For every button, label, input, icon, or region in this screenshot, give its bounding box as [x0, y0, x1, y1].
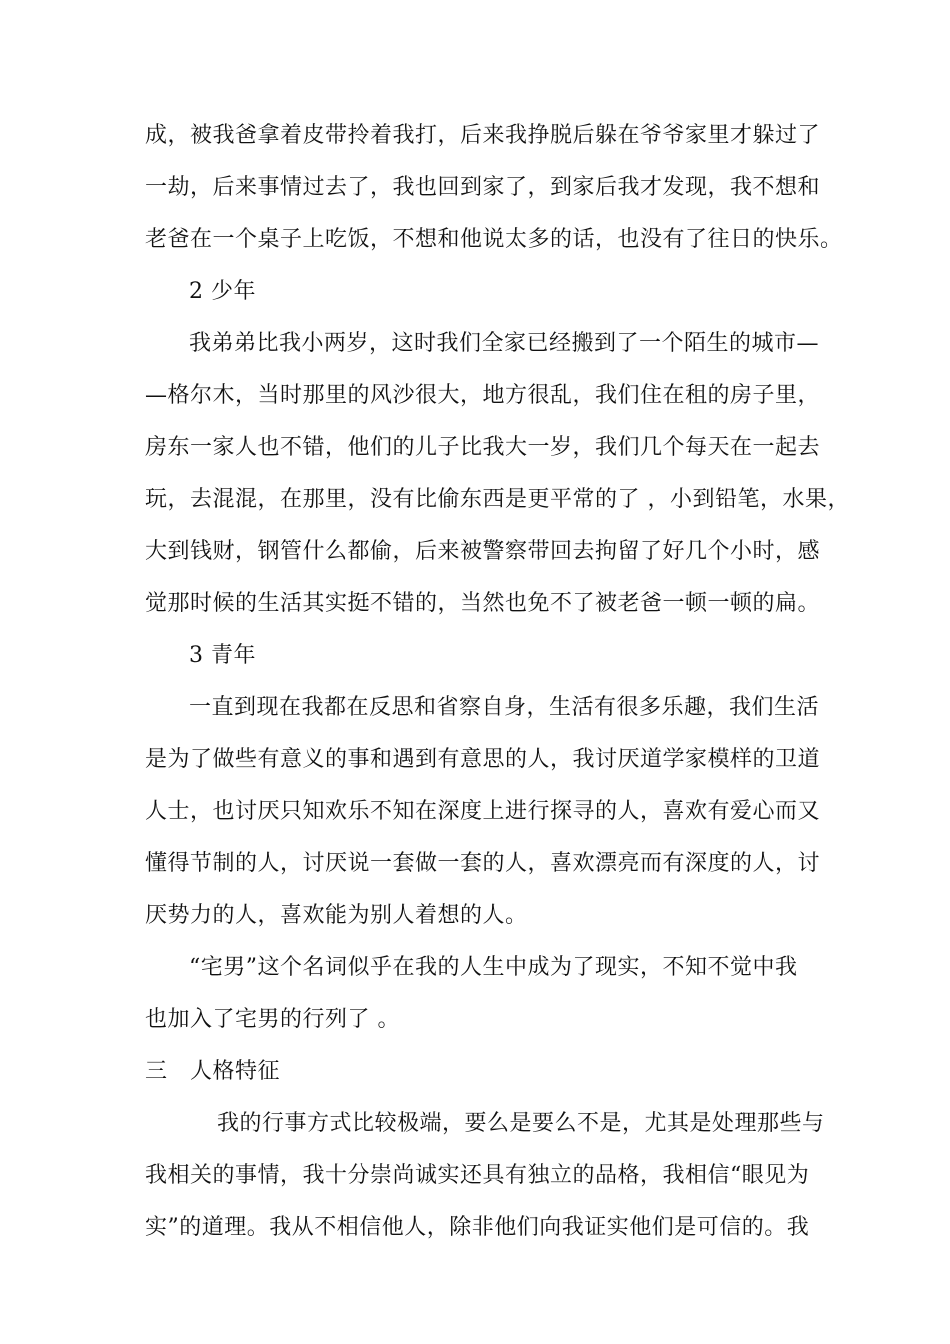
paragraph-line: 大到钱财，钢管什么都偷，后来被警察带回去拘留了好几个小时，感	[145, 539, 821, 564]
paragraph-line: 一直到现在我都在反思和省察自身，生活有很多乐趣，我们生活	[189, 695, 820, 720]
paragraph-line: 老爸在一个桌子上吃饭，不想和他说太多的话，也没有了往日的快乐。	[145, 227, 843, 252]
paragraph-line: 成，被我爸拿着皮带拎着我打，后来我挣脱后躲在爷爷家里才躲过了	[145, 123, 821, 148]
section-heading: 2 少年	[189, 279, 256, 304]
paragraph-line: 也加入了宅男的行列了 。	[145, 1007, 400, 1032]
paragraph-line: 房东一家人也不错，他们的儿子比我大一岁，我们几个每天在一起去	[145, 435, 821, 460]
paragraph-line: 我弟弟比我小两岁，这时我们全家已经搬到了一个陌生的城市—	[189, 331, 820, 356]
paragraph-line: 我相关的事情，我十分崇尚诚实还具有独立的品格，我相信“眼见为	[145, 1163, 810, 1188]
paragraph-line: 厌势力的人，喜欢能为别人着想的人。	[145, 903, 528, 928]
paragraph-line: 懂得节制的人，讨厌说一套做一套的人，喜欢漂亮而有深度的人，讨	[145, 851, 821, 876]
paragraph-line: 实”的道理。我从不相信他人，除非他们向我证实他们是可信的。我	[145, 1215, 810, 1240]
paragraph-line: 觉那时候的生活其实挺不错的，当然也免不了被老爸一顿一顿的扁。	[145, 591, 821, 616]
paragraph-line: —格尔木，当时那里的风沙很大，地方很乱，我们住在租的房子里，	[145, 383, 821, 408]
paragraph-line: “宅男”这个名词似乎在我的人生中成为了现实，不知不觉中我	[189, 955, 798, 980]
chapter-heading: 三 人格特征	[145, 1059, 281, 1084]
paragraph-line: 是为了做些有意义的事和遇到有意思的人，我讨厌道学家模样的卫道	[145, 747, 821, 772]
paragraph-line: 我的行事方式比较极端，要么是要么不是，尤其是处理那些与	[217, 1111, 825, 1136]
document-body	[145, 110, 850, 1254]
paragraph-line: 玩，去混混，在那里，没有比偷东西是更平常的了 ，小到铅笔，水果，	[145, 487, 850, 512]
paragraph-line: 人士，也讨厌只知欢乐不知在深度上进行探寻的人，喜欢有爱心而又	[145, 799, 821, 824]
paragraph-line: 一劫，后来事情过去了，我也回到家了，到家后我才发现，我不想和	[145, 175, 821, 200]
section-heading: 3 青年	[189, 643, 256, 668]
